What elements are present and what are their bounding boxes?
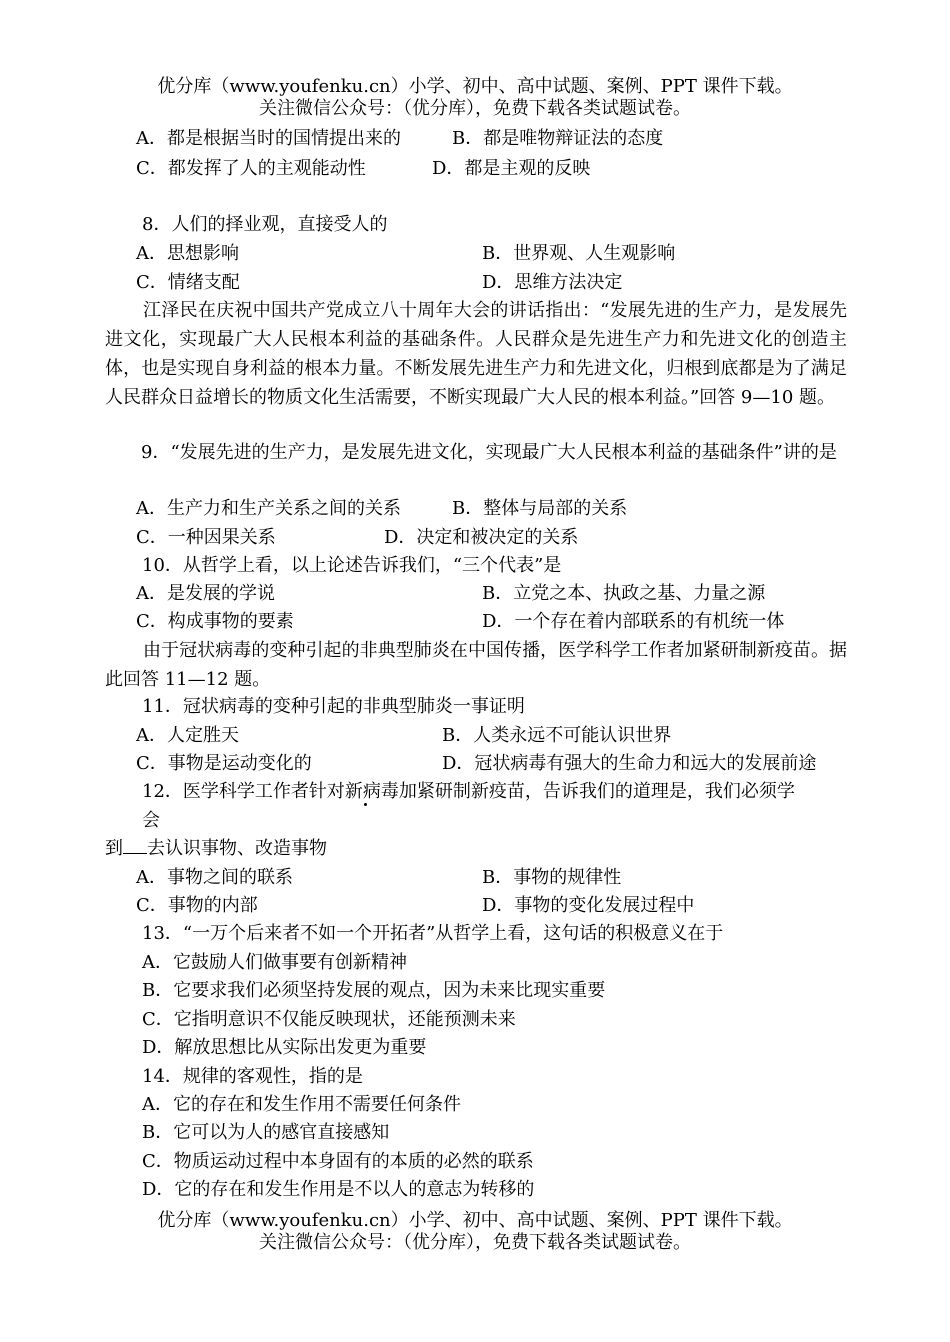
q14-option-a: A．它的存在和发生作用不需要任何条件 <box>142 1094 461 1115</box>
q9-option-a: A．生产力和生产关系之间的关系 <box>136 498 401 519</box>
passage-9-10: 江泽民在庆祝中国共产党成立八十周年大会的讲话指出：“发展先进的生产力，是发展先进文化，实现最广大人民根本利益的基础条件。人民群众是先进生产力和先进文化的创造主体，也是实现自身利益的根本力量。不断发展先进生产力和先进文化，归根到底都是为了满足人民群众日益增长的物质文化生活需要，不断实现最广大人民的根本利益。”回答 9—10 题。 <box>105 300 847 408</box>
q10-option-c: C．构成事物的要素 <box>136 611 294 632</box>
q12-option-c: C．事物的内部 <box>136 895 258 916</box>
q14-option-b: B．它可以为人的感官直接感知 <box>142 1122 390 1143</box>
header-line-1: 优分库（www.youfenku.cn）小学、初中、高中试题、案例、PPT 课件下载。 <box>157 76 793 97</box>
q12-option-b: B．事物的规律性 <box>482 867 622 888</box>
q12-stem-line-2: 会 <box>142 810 160 831</box>
header-line-2: 关注微信公众号：（优分库），免费下载各类试题试卷。 <box>259 98 691 119</box>
q14-option-c: C．物质运动过程中本身固有的本质的必然的联系 <box>142 1151 534 1172</box>
q9-option-c: C．一种因果关系 <box>136 527 276 548</box>
q14-stem: 14．规律的客观性，指的是 <box>142 1066 363 1087</box>
q13-option-c: C．它指明意识不仅能反映现状，还能预测未来 <box>142 1009 516 1030</box>
q12-stem-line-3: 到 去认识事物、改造事物 <box>105 838 327 859</box>
q8-option-c: C．情绪支配 <box>136 272 240 293</box>
emphasis-dot <box>364 803 367 806</box>
q13-stem: 13．“一万个后来者不如一个开拓者”从哲学上看，这句话的积极意义在于 <box>142 923 724 944</box>
q13-option-b: B．它要求我们必须坚持发展的观点，因为未来比现实重要 <box>142 980 606 1001</box>
q10-option-b: B．立党之本、执政之基、力量之源 <box>482 583 766 604</box>
q13-option-a: A．它鼓励人们做事要有创新精神 <box>142 952 407 973</box>
q9-option-d: D．决定和被决定的关系 <box>384 527 579 548</box>
q8-stem: 8．人们的择业观，直接受人的 <box>142 214 388 235</box>
q11-option-c: C．事物是运动变化的 <box>136 753 312 774</box>
q8-option-b: B．世界观、人生观影响 <box>482 243 676 264</box>
q10-option-a: A．是发展的学说 <box>136 583 275 604</box>
q11-option-b: B．人类永远不可能认识世界 <box>442 725 672 746</box>
q9-stem: 9．“发展先进的生产力，是发展先进文化，实现最广大人民根本利益的基础条件”讲的是 <box>141 442 837 463</box>
q8-option-d: D．思维方法决定 <box>482 272 623 293</box>
q13-option-d: D．解放思想比从实际出发更为重要 <box>142 1037 427 1058</box>
q11-option-d: D．冠状病毒有强大的生命力和远大的发展前途 <box>442 753 817 774</box>
q7-option-b: B．都是唯物辩证法的态度 <box>452 128 664 149</box>
footer-line-2: 关注微信公众号：（优分库），免费下载各类试题试卷。 <box>259 1232 691 1253</box>
q7-option-a: A．都是根据当时的国情提出来的 <box>136 128 401 149</box>
q10-option-d: D．一个存在着内部联系的有机统一体 <box>482 611 785 632</box>
q7-option-c: C．都发挥了人的主观能动性 <box>136 158 366 179</box>
q12-option-d: D．事物的变化发展过程中 <box>482 895 695 916</box>
q7-option-d: D．都是主观的反映 <box>432 158 591 179</box>
passage-11-12: 由于冠状病毒的变种引起的非典型肺炎在中国传播，医学科学工作者加紧研制新疫苗。据此回答 11—12 题。 <box>105 640 847 690</box>
q9-option-b: B．整体与局部的关系 <box>452 498 628 519</box>
q11-option-a: A．人定胜天 <box>136 725 239 746</box>
q12-stem-line-1: 12．医学科学工作者针对新病毒加紧研制新疫苗，告诉我们的道理是，我们必须学 <box>142 781 795 802</box>
answer-blank <box>123 837 147 854</box>
q11-stem: 11．冠状病毒的变种引起的非典型肺炎一事证明 <box>142 696 525 717</box>
q12-option-a: A．事物之间的联系 <box>136 867 293 888</box>
q8-option-a: A．思想影响 <box>136 243 239 264</box>
q10-stem: 10．从哲学上看，以上论述告诉我们，“三个代表”是 <box>142 555 562 576</box>
footer-line-1: 优分库（www.youfenku.cn）小学、初中、高中试题、案例、PPT 课件下载。 <box>157 1210 793 1231</box>
q14-option-d: D．它的存在和发生作用是不以人的意志为转移的 <box>142 1179 535 1200</box>
